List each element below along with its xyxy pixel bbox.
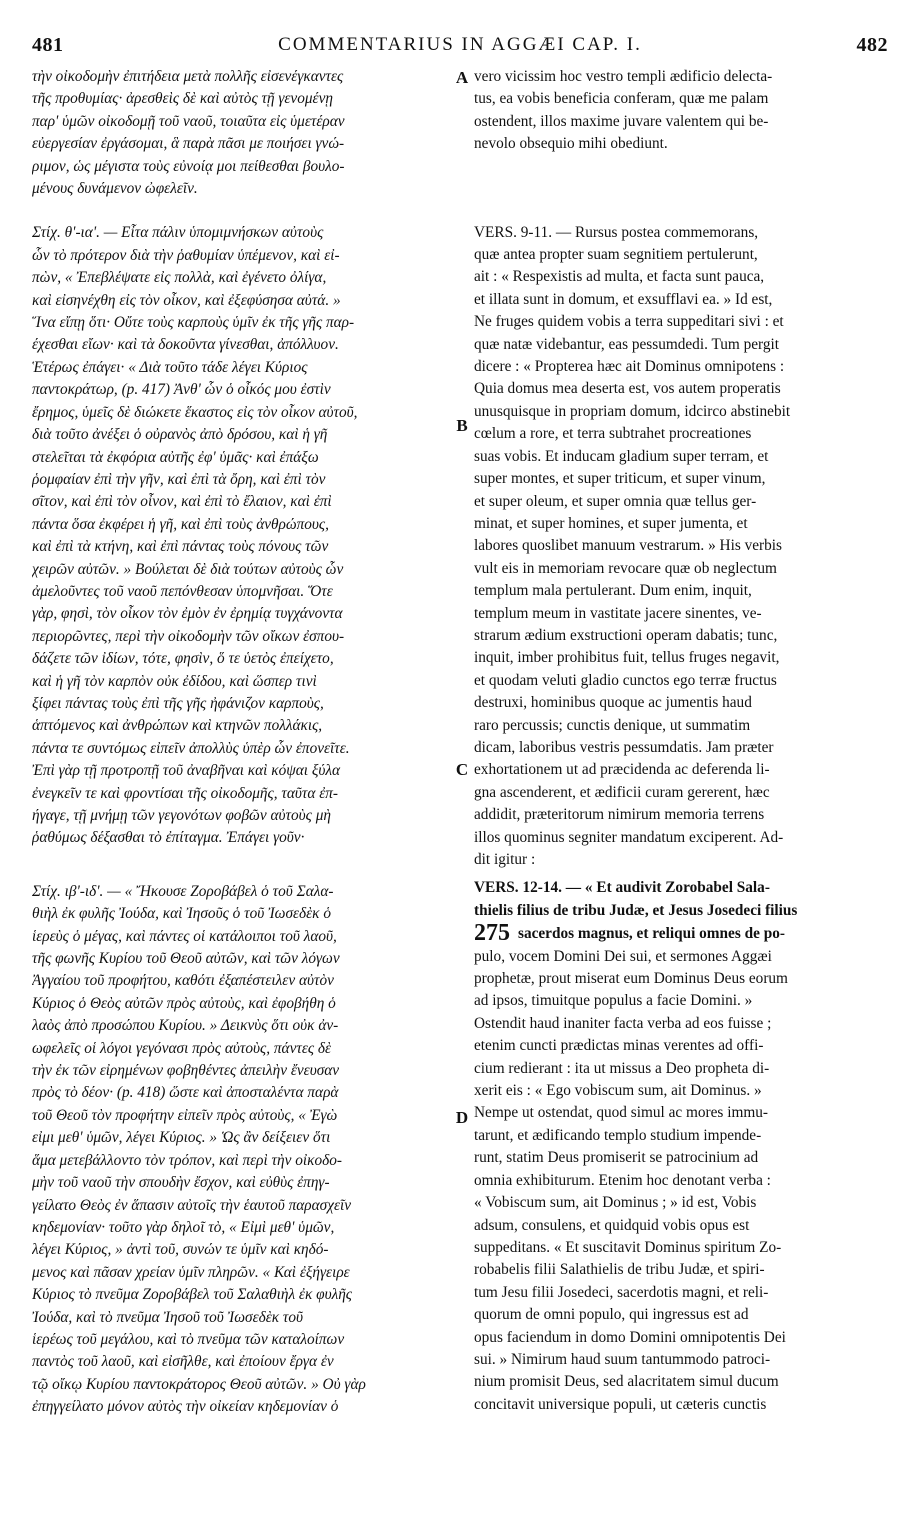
text-line: εὐεργεσίαν ἐργάσομαι, ἃ παρὰ πᾶσι με ποιήσει γνώ-	[32, 135, 345, 153]
text-line: templum meum in vastitate jacere sinentes, ve-	[474, 604, 762, 622]
section-marker-c: C	[455, 760, 469, 779]
text-line: ῥομφαίαν ἐπὶ τὴν γῆν, καὶ ἐπὶ τὰ ὄρη, καὶ ἐπὶ τὸν	[32, 470, 326, 488]
text-line: ῥαθύμως δέξασθαι τὸ ἐπίταγμα. Ἐπάγει γοῦν·	[32, 829, 305, 847]
text-line: cium redierant : ita ut missus a Deo propheta di-	[474, 1059, 770, 1077]
text-line: Quia domus mea deserta est, vos autem properatis	[474, 380, 781, 398]
greek-paragraph-1	[32, 66, 440, 200]
marginal-page-number: 275	[474, 922, 510, 946]
text-line: ad ipsos, timuitque populus a facie Domini. »	[474, 992, 753, 1010]
text-line: Στίχ. θ'-ια'. — Εἶτα πάλιν ὑπομιμνήσκων αὐτοὺς	[32, 224, 324, 242]
text-line: Κύριος τὸ πνεῦμα Ζοροβάβελ τοῦ Σαλαθιὴλ ἐκ φυλῆς	[32, 1286, 353, 1304]
text-line: addidit, præteritorum nimirum memoria terrens	[474, 806, 765, 824]
greek-paragraph-3	[32, 881, 440, 1419]
text-line: etenim cuncti prædictas minas verentes ad offi-	[474, 1037, 764, 1055]
text-line: καὶ εἰσηνέχθη εἰς τὸν οἶκον, καὶ ἐξεφύσησα αὐτά. »	[32, 291, 341, 309]
text-line: μὴν τοῦ ναοῦ τὴν σπουδὴν ἔσχον, καὶ εὐθὺς ἐπηγ-	[32, 1174, 330, 1192]
text-line: VERS. 9-11. — Rursus postea commemorans,	[474, 223, 759, 241]
text-line: δάζετε τῶν ἰδίων, τότε, φησὶν, ὅ τε ὑετὸς ἐπείχετο,	[32, 650, 334, 668]
text-line: λαὸς ἀπὸ προσώπου Κυρίου. » Δεικνὺς ὅτι οὐκ ἀν-	[32, 1017, 339, 1035]
text-line: raro percussis; cunctis denique, ut summatim	[474, 716, 751, 734]
text-line: Ἐπὶ γὰρ τῇ προτροπῇ τοῦ ἀναβῆναι καὶ κόψαι ξύλα	[32, 762, 341, 780]
latin-paragraph-3-body	[474, 946, 888, 1417]
text-line: Στίχ. ιβ'-ιδ'. — « Ἤκουσε Ζοροβάβελ ὁ τοῦ Σαλα-	[32, 882, 334, 900]
text-line: ἱερέως τοῦ μεγάλου, καὶ τὸ πνεῦμα τῶν καταλοίπων	[32, 1330, 345, 1348]
latin-column	[474, 66, 888, 1416]
text-line: runt, statim Deus promiserit se patrocinium ad	[474, 1149, 759, 1167]
text-line: Nempe ut ostendat, quod simul ac mores immu-	[474, 1104, 768, 1122]
text-line: ἐπηγγείλατο μόνον αὐτὸς τὴν οἰκείαν κηδεμονίαν ὁ	[32, 1398, 339, 1416]
greek-column	[32, 66, 440, 1419]
text-line: ήγαγε, τῇ μνήμῃ τῶν γεγονότων φοβῶν αὐτοὺς μὴ	[32, 807, 331, 824]
latin-paragraph-2	[474, 222, 888, 872]
latin-line: thielis filius de tribu Judæ, et Jesus Josedeci filius	[474, 901, 798, 919]
page-number-right: 482	[856, 34, 888, 56]
text-line: μενος καὶ πᾶσαν χρείαν ὑμῖν πληρῶν. « Καὶ ἐξήγειρε	[32, 1263, 350, 1281]
text-line: καὶ ἐπὶ τὰ κτήνη, καὶ ἐπὶ πάντας τοὺς πόνους τῶν	[32, 538, 329, 556]
latin-paragraph-1	[474, 66, 888, 156]
text-line: Ἀγγαίου τοῦ προφήτου, καθότι ἐξαπέστειλεν αὐτὸν	[32, 972, 334, 990]
text-line: Ἑτέρως ἐπάγει· « Διὰ τοῦτο τάδε λέγει Κύριος	[32, 358, 308, 376]
text-line: destruxi, hominibus quoque ac jumentis haud	[474, 694, 752, 712]
text-line: prophetæ, prout miserat eum Dominus Deus eorum	[474, 970, 788, 988]
text-line: suppeditans. « Et suscitavit Dominus spiritum Zo-	[474, 1238, 782, 1256]
text-line: Ostendit haud inaniter facta verba ad eos fuisse ;	[474, 1014, 772, 1032]
section-marker-b: B	[456, 416, 468, 435]
text-line: exhortationem ut ad præcidenda ac deferenda li-	[474, 761, 770, 779]
text-line: χειρῶν αὐτῶν. » Βούλεται δὲ διὰ τούτων αὐτοὺς ὧν	[32, 560, 344, 578]
text-line: έχεσθαι εἴων· καὶ τὰ δοκοῦντα γίνεσθαι, ἀπόλλυον.	[32, 336, 339, 354]
text-line: Ἵνα εἴπῃ ὅτι· Οὔτε τοὺς καρποὺς ὑμῖν ἐκ τῆς γῆς παρ-	[32, 314, 355, 332]
text-line: quorum de omni populo, qui ingressus est ad	[474, 1306, 749, 1324]
text-line: κηδεμονίαν· τοῦτο γὰρ δηλοῖ τὸ, « Εἰμὶ μεθ' ὑμῶν,	[32, 1218, 335, 1236]
text-line: labores quoslibet manuum vestrarum. » His verbis	[474, 537, 783, 555]
text-line: θιὴλ ἐκ φυλῆς Ἰούδα, καὶ Ἰησοῦς ὁ τοῦ Ἰωσεδὲκ ὁ	[32, 905, 331, 923]
text-line: πάντα τε συντόμως εἰπεῖν ἀπολλὺς ὑπὲρ ὧν ἐπονεῖτε.	[32, 739, 350, 757]
running-header	[30, 34, 890, 56]
text-line: « Vobiscum sum, ait Dominus ; » id est, Vobis	[474, 1194, 757, 1212]
text-line: pulo, vocem Domini Dei sui, et sermones Aggæi	[474, 947, 772, 965]
text-line: ριμον, ὡς μέγιστα τοὺς εὐνοίᾳ μοι πείθεσθαι βουλο-	[32, 157, 345, 175]
section-marker-d: D	[455, 1108, 469, 1127]
text-line: τῆς φωνῆς Κυρίου τοῦ Θεοῦ αὐτῶν, καὶ τῶν λόγων	[32, 950, 340, 968]
text-line: vero vicissim hoc vestro templi ædificio delecta-	[474, 68, 773, 85]
text-line: suas vobis. Et inducam gladium super terram, et	[474, 447, 769, 465]
text-line: strarum ædium exstructioni operam dabatis; tunc,	[474, 626, 778, 644]
text-line: omnia exhibiturum. Etenim hoc denotant verba :	[474, 1171, 771, 1189]
text-line: ὧν τὸ πρότερον διὰ τὴν ῥαθυμίαν ὑπέμενον, καὶ εἰ-	[32, 246, 340, 264]
text-line: πρὸς τὸ δέον· (p. 418) ὥστε καὶ ἀποσταλέντα παρὰ	[32, 1084, 339, 1102]
text-line: dicam, laboribus vestris pessumdatis. Jam præter	[474, 738, 774, 756]
text-line: ωφελεῖς οἱ λόγοι γεγόνασι πρὸς αὐτοὺς, πάντες δὲ	[32, 1039, 332, 1057]
page-number-left: 481	[32, 34, 64, 56]
text-line: σῖτον, καὶ ἐπὶ τὸν οἶνον, καὶ ἐπὶ τὸ ἔλαιον, καὶ ἐπὶ	[32, 493, 332, 511]
text-line: nium promisit Deus, sed alacritatem simul ducum	[474, 1373, 779, 1391]
text-line: Κύριος ὁ Θεὸς αὐτῶν πρὸς αὐτοὺς, καὶ ἐφοβήθη ὁ	[32, 994, 336, 1012]
text-line: τῆς προθυμίας· ἀρεσθεὶς δὲ καὶ αὐτὸς τῇ γενομένῃ	[32, 90, 333, 108]
text-line: tarunt, et ædificando templo studium impende-	[474, 1126, 762, 1144]
text-line: dicere : « Propterea hæc ait Dominus omnipotens :	[474, 358, 785, 376]
text-line: τῷ οἴκῳ Κυρίου παντοκράτορος Θεοῦ αὐτῶν. » Οὐ γὰρ	[32, 1375, 366, 1393]
text-line: gna ascenderent, et ædificii curam gererent, hæc	[474, 783, 770, 801]
text-line: ἔρημος, ὑμεῖς δὲ διώκετε ἕκαστος εἰς τὸν οἶκον αὐτοῦ,	[32, 403, 358, 421]
text-line: nevolo obsequio mihi obediunt.	[474, 135, 668, 153]
text-line: Ἰούδα, καὶ τὸ πνεῦμα Ἰησοῦ τοῦ Ἰωσεδὲκ τοῦ	[32, 1308, 304, 1326]
text-line: ἁπτόμενος καὶ ἀνθρώπων καὶ κτηνῶν πολλάκις,	[32, 717, 323, 735]
text-line: concitavit universique populi, ut cæteris cunctis	[474, 1395, 767, 1413]
section-marker-a: A	[455, 68, 469, 87]
text-line: ostendent, illos maxime juvare valentem qui be-	[474, 112, 769, 130]
text-line: dit igitur :	[474, 851, 536, 868]
text-line: super montes, et super triticum, et super vinum,	[474, 470, 766, 488]
text-line: παρ' ὑμῶν οἰκοδομῇ τοῦ ναοῦ, τοιαῦτα εἰς ὑμετέραν	[32, 112, 345, 130]
text-line: vult eis in memoriam revocare quæ ob neglectum	[474, 559, 777, 577]
text-line: γὰρ, φησὶ, τὸν οἶκον τὸν ἐμὸν ἐν ἐρημίᾳ τυγχάνοντα	[32, 605, 343, 623]
text-line: ἅμα μετεβάλλοντο τὸν τρόπον, καὶ περὶ τὴν οἰκοδο-	[32, 1151, 342, 1169]
text-line: πάντα ὅσα ἐκφέρει ἡ γῆ, καὶ ἐπὶ τοὺς ἀνθρώπους,	[32, 515, 329, 533]
latin-line-with-marginal	[474, 922, 888, 945]
text-line: et illata sunt in domum, et exsufflavi ea. » Id est,	[474, 290, 773, 308]
text-line: πὼν, « Ἐπεβλέψατε εἰς πολλὰ, καὶ ἐγένετο ὀλίγα,	[32, 269, 327, 287]
text-line: μένους δυνάμενον ὠφελεῖν.	[32, 180, 198, 198]
text-line: et quodam veluti gladio cunctos ego terræ fructus	[474, 671, 777, 689]
text-line: inquit, imber prohibitus fuit, tellus fruges negavit,	[474, 649, 780, 667]
text-line: illos quominus segniter mandatum exciperent. Ad-	[474, 828, 784, 846]
text-line: minat, et super homines, et super jumenta, et	[474, 514, 748, 532]
text-line: περιορῶντες, περὶ τὴν οἰκοδομὴν τῶν οἴκων ἐσπου-	[32, 627, 345, 645]
text-line: et super oleum, et super omnia quæ tellus ger-	[474, 492, 757, 510]
text-line: παντοκράτωρ, (p. 417) Ἀνθ' ὧν ὁ οἶκός μου ἐστὶν	[32, 381, 331, 399]
greek-paragraph-2	[32, 222, 440, 849]
text-line: quæ natæ videbantur, eas pessumdedi. Tum pergit	[474, 335, 780, 353]
text-line: τὴν ἐκ τῶν εἰρημένων φοβηθέντες ἀπειλὴν ἔνευσαν	[32, 1062, 340, 1080]
text-line: opus faciendum in domo Domini omnipotentis Dei	[474, 1328, 786, 1346]
text-line: robabelis filii Salathielis de tribu Judæ, et spiri-	[474, 1261, 765, 1279]
latin-verse-heading: VERS. 12-14. — « Et audivit Zorobabel Sala-	[474, 879, 770, 897]
text-line: cœlum a rore, et terra subtrahet procreationes	[474, 425, 752, 443]
text-line: quæ antea propter suam segnitiem pertulerunt,	[474, 246, 758, 264]
text-line: παντὸς τοῦ λαοῦ, καὶ εἰσῆλθε, καὶ ἐποίουν ἔργα ἐν	[32, 1353, 334, 1371]
text-line: τὴν οἰκοδομὴν ἐπιτήδεια μετὰ πολλῆς εἰσενέγκαντες	[32, 68, 344, 85]
text-line: στελεῖται τὰ ἐκφόρια αὐτῆς ἐφ' ὑμᾶς· καὶ ἐπάξω	[32, 448, 319, 466]
latin-paragraph-3	[474, 877, 888, 1416]
text-line: γείλατο Θεὸς ἐν ἅπασιν αὐτοῖς τὴν ἑαυτοῦ παρασχεῖν	[32, 1196, 352, 1214]
text-line: ait : « Respexistis ad multa, et facta sunt pauca,	[474, 268, 765, 286]
text-line: adsum, consulens, et quidquid vobis opus est	[474, 1216, 750, 1234]
text-line: unusquisque in propriam domum, idcirco abstinebit	[474, 402, 791, 420]
text-line: xerit eis : « Ego vobiscum sum, ait Dominus. »	[474, 1082, 762, 1100]
text-line: ξίφει πάντας τοὺς ἐπὶ τῆς γῆς ἠφάνιζον καρποὺς,	[32, 694, 324, 712]
text-line: καὶ ἡ γῆ τὸν καρπὸν οὐκ ἐδίδου, καὶ ὥσπερ τινὶ	[32, 672, 317, 690]
text-line: templum mala pertulerant. Dum enim, inquit,	[474, 582, 752, 600]
text-line: ἱερεὺς ὁ μέγας, καὶ πάντες οἱ κατάλοιποι τοῦ λαοῦ,	[32, 927, 337, 945]
running-title: COMMENTARIUS IN AGGÆI CAP. I.	[278, 34, 642, 55]
text-line: tum Jesu filii Josedeci, sacerdotis magni, et reli-	[474, 1283, 769, 1301]
text-line: sui. » Nimirum haud suum tantummodo patroci-	[474, 1350, 771, 1368]
text-line: διὰ τοῦτο ἀνέξει ὁ οὐρανὸς ἀπὸ δρόσου, καὶ ἡ γῆ	[32, 426, 328, 444]
text-line: ἐνεγκεῖν τε καὶ φροντίσαι τῆς οἰκοδομῆς, ταῦτα ἐπ-	[32, 784, 338, 802]
text-line: tus, ea vobis beneficia conferam, quæ me palam	[474, 90, 769, 108]
text-line: εἰμι μεθ' ὑμῶν, λέγει Κύριος. » Ὡς ἂν δείξειεν ὅτι	[32, 1129, 331, 1147]
text-line: Ne fruges quidem vobis a terra suppeditari sivi : et	[474, 313, 784, 331]
text-line: ἀμελοῦντες τοῦ ναοῦ πεπόνθεσαν ὑπομνῆσαι. Ὅτε	[32, 582, 333, 600]
text-line: τοῦ Θεοῦ τὸν προφήτην εἰπεῖν πρὸς αὐτοὺς, « Ἐγὼ	[32, 1106, 338, 1124]
text-line: λέγει Κύριος, » ἀντὶ τοῦ, συνών τε ὑμῖν καὶ κηδό-	[32, 1241, 329, 1259]
latin-line-text: sacerdos magnus, et reliqui omnes de po-	[518, 925, 785, 943]
